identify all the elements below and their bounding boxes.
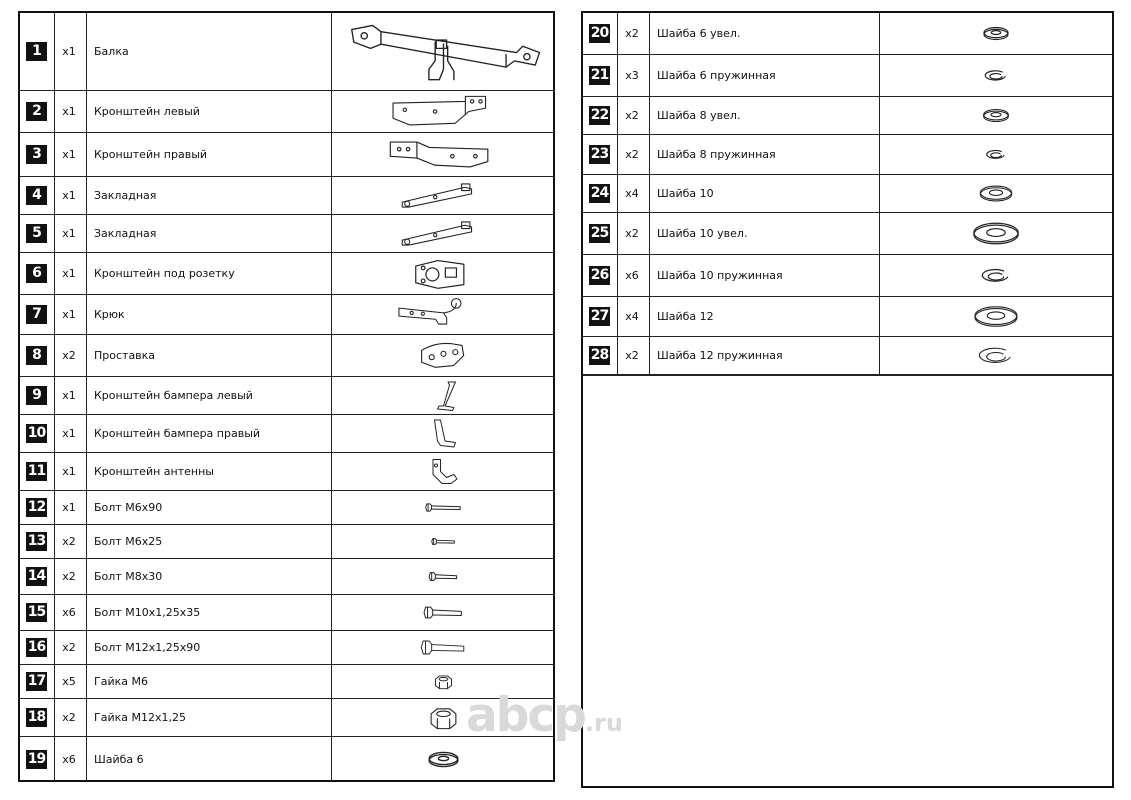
table-divider (583, 375, 1112, 376)
part-row (20, 177, 553, 215)
part-number: 16 (27, 638, 46, 655)
bolt-icon (332, 597, 555, 628)
part-row (20, 415, 553, 453)
part-row (20, 133, 553, 177)
part-quantity: x1 (62, 464, 76, 478)
part-number: 8 (26, 346, 47, 365)
part-quantity: x1 (62, 188, 76, 202)
part-number: 21 (590, 66, 609, 83)
part-quantity: x2 (625, 226, 639, 240)
part-number: 4 (26, 186, 47, 205)
bolt-icon (332, 493, 555, 522)
parts-table-left (18, 11, 555, 782)
part-number: 27 (590, 307, 609, 324)
part-row (20, 13, 553, 91)
parts-table-right (581, 11, 1114, 788)
part-quantity: x1 (62, 307, 76, 321)
washer-icon (880, 177, 1112, 210)
part-quantity: x6 (625, 268, 639, 282)
antenna-bracket-icon (332, 455, 555, 488)
part-quantity: x2 (625, 26, 639, 40)
part-row (20, 559, 553, 595)
part-number: 1 (26, 42, 47, 61)
part-name: Шайба 6 пружинная (657, 68, 776, 82)
part-quantity: x4 (625, 186, 639, 200)
bracket-right-icon (332, 135, 555, 174)
part-name: Шайба 6 увел. (657, 26, 741, 40)
part-row (20, 491, 553, 525)
washer-icon (880, 299, 1112, 334)
bolt-icon (332, 561, 555, 592)
part-name: Закладная (94, 226, 157, 240)
part-quantity: x2 (62, 640, 76, 654)
part-name: Кронштейн бампера левый (94, 388, 253, 402)
part-name: Шайба 6 (94, 752, 144, 766)
part-row (583, 55, 1112, 97)
part-row (20, 377, 553, 415)
part-row (20, 631, 553, 665)
part-row (583, 337, 1112, 375)
beam-icon (332, 15, 555, 88)
part-number: 10 (27, 424, 46, 441)
part-number: 2 (26, 102, 47, 121)
embed-plate-icon (332, 217, 555, 250)
part-name: Болт М10х1,25х35 (94, 605, 201, 619)
part-row (583, 135, 1112, 175)
part-name: Проставка (94, 348, 156, 362)
part-quantity: x3 (625, 68, 639, 82)
bumper-bracket-left-icon (332, 379, 555, 412)
washer-icon (332, 739, 555, 780)
part-name: Шайба 10 увел. (657, 226, 748, 240)
part-quantity: x1 (62, 500, 76, 514)
watermark (466, 688, 623, 743)
bracket-left-icon (332, 93, 555, 130)
washer-icon (880, 99, 1112, 132)
part-number: 24 (590, 184, 609, 201)
part-name: Гайка М6 (94, 674, 148, 688)
part-name: Балка (94, 44, 129, 58)
part-name: Шайба 8 увел. (657, 108, 741, 122)
part-name: Гайка М12х1,25 (94, 710, 186, 724)
part-quantity: x2 (625, 348, 639, 362)
bolt-icon (332, 527, 555, 556)
part-name: Шайба 10 пружинная (657, 268, 783, 282)
part-quantity: x1 (62, 426, 76, 440)
part-name: Кронштейн под розетку (94, 266, 235, 280)
part-row (583, 97, 1112, 135)
spacer-icon (332, 337, 555, 374)
part-quantity: x1 (62, 388, 76, 402)
part-quantity: x2 (62, 534, 76, 548)
part-number: 25 (590, 224, 609, 241)
part-name: Болт М8х30 (94, 569, 163, 583)
part-row (583, 297, 1112, 337)
part-row (20, 253, 553, 295)
part-quantity: x6 (62, 605, 76, 619)
bumper-bracket-right-icon (332, 417, 555, 450)
part-number: 17 (27, 672, 46, 689)
part-name: Шайба 12 пружинная (657, 348, 783, 362)
part-number: 5 (26, 224, 47, 243)
bolt-icon (332, 633, 555, 662)
part-quantity: x2 (62, 569, 76, 583)
part-number: 15 (27, 603, 46, 620)
part-name: Кронштейн левый (94, 104, 200, 118)
part-name: Кронштейн правый (94, 147, 208, 161)
part-number: 20 (590, 24, 609, 41)
part-number: 26 (590, 266, 609, 283)
part-number: 13 (27, 532, 46, 549)
part-row (583, 13, 1112, 55)
spring-washer-icon (880, 339, 1112, 372)
part-quantity: x1 (62, 104, 76, 118)
part-name: Болт М12х1,25х90 (94, 640, 201, 654)
part-name: Шайба 12 (657, 309, 714, 323)
part-number: 23 (590, 145, 609, 162)
part-number: 12 (27, 498, 46, 515)
part-number: 18 (27, 708, 46, 725)
part-number: 7 (26, 305, 47, 324)
part-name: Кронштейн бампера правый (94, 426, 261, 440)
embed-plate-icon (332, 179, 555, 212)
tow-hook-icon (332, 297, 555, 332)
part-quantity: x1 (62, 147, 76, 161)
part-quantity: x2 (62, 348, 76, 362)
part-row (583, 255, 1112, 297)
part-row (20, 737, 553, 782)
part-name: Крюк (94, 307, 125, 321)
part-row (20, 215, 553, 253)
part-quantity: x2 (625, 147, 639, 161)
part-quantity: x2 (625, 108, 639, 122)
part-quantity: x1 (62, 226, 76, 240)
part-row (583, 213, 1112, 255)
part-number: 14 (27, 567, 46, 584)
part-number: 11 (27, 462, 46, 479)
part-row (20, 453, 553, 491)
part-name: Шайба 10 (657, 186, 714, 200)
part-row (20, 595, 553, 631)
part-quantity: x4 (625, 309, 639, 323)
part-name: Шайба 8 пружинная (657, 147, 776, 161)
watermark-suffix: .ru (584, 709, 623, 737)
part-name: Кронштейн антенны (94, 464, 214, 478)
part-row (20, 295, 553, 335)
socket-bracket-icon (332, 255, 555, 292)
part-name: Болт М6х90 (94, 500, 163, 514)
part-quantity: x1 (62, 44, 76, 58)
washer-icon (880, 15, 1112, 52)
part-number: 28 (590, 346, 609, 363)
part-quantity: x2 (62, 710, 76, 724)
part-row (20, 335, 553, 377)
part-number: 3 (26, 145, 47, 164)
spring-washer-icon (880, 257, 1112, 294)
spring-washer-icon (880, 57, 1112, 94)
part-name: Болт М6х25 (94, 534, 163, 548)
part-quantity: x6 (62, 752, 76, 766)
part-number: 6 (26, 264, 47, 283)
spring-washer-icon (880, 137, 1112, 172)
washer-icon (880, 215, 1112, 252)
part-number: 22 (590, 106, 609, 123)
part-row (20, 525, 553, 559)
part-number: 9 (26, 386, 47, 405)
part-row (20, 91, 553, 133)
part-number: 19 (27, 750, 46, 767)
part-quantity: x1 (62, 266, 76, 280)
part-row (583, 175, 1112, 213)
watermark-main: abcp (466, 688, 585, 743)
part-name: Закладная (94, 188, 157, 202)
part-quantity: x5 (62, 674, 76, 688)
